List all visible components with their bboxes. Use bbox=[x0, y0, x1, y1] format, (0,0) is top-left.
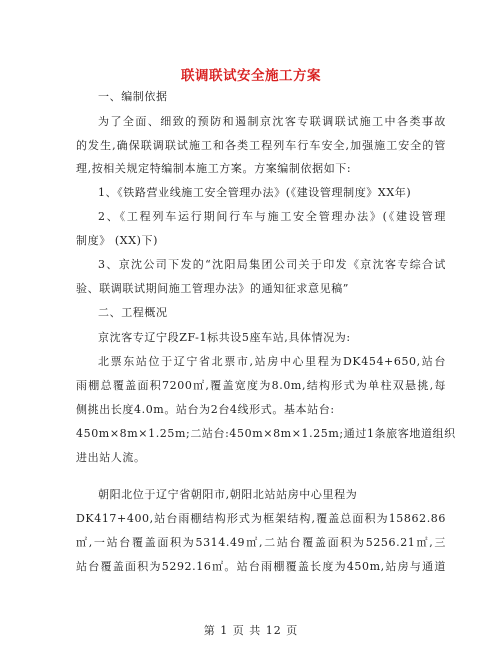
paragraph-line: 为了全面、细致的预防和遏制京沈客专联调联试施工中各类事故 bbox=[98, 115, 446, 128]
paragraph-line: 北票东站位于辽宁省北票市,站房中心里程为DK454+650,站台 bbox=[98, 355, 446, 368]
paragraph-line: 的发生,确保联调联试施工和各类工程列车行车安全,加强施工安全的管 bbox=[76, 139, 446, 152]
section-heading-1: 一、编制依据 bbox=[98, 90, 168, 103]
paragraph-line: 京沈客专辽宁段ZF-1标共设5座车站,具体情况为: bbox=[98, 331, 351, 344]
paragraph-line: 雨棚总覆盖面积7200㎡,覆盖宽度为8.0m,结构形式为单柱双悬挑,每 bbox=[76, 379, 446, 392]
paragraph-line: ㎡,一站台覆盖面积为5314.49㎡,二站台覆盖面积为5256.21㎡,三 bbox=[76, 536, 446, 549]
paragraph-line: 朝阳北位于辽宁省朝阳市,朝阳北站站房中心里程为 bbox=[98, 488, 358, 501]
paragraph-line: 站台覆盖面积为5292.16㎡。站台雨棚覆盖长度为450m,站房与通道 bbox=[76, 560, 446, 573]
paragraph-line: 理,按相关规定特编制本施工方案。方案编制依据如下: bbox=[76, 162, 352, 175]
paragraph-line: DK417+400,站台雨棚结构形式为框架结构,覆盖总面积为15862.86 bbox=[76, 512, 446, 525]
paragraph-line: 进出站人流。 bbox=[76, 451, 146, 464]
document-title: 联调联试安全施工方案 bbox=[181, 68, 321, 84]
list-item-continuation: 验、联调联试期间施工管理办法》的通知征求意见稿” bbox=[76, 282, 350, 295]
list-item: 1、《铁路营业线施工安全管理办法》(《建设管理制度》XX年) bbox=[98, 186, 412, 199]
section-heading-2: 二、工程概况 bbox=[98, 306, 168, 319]
list-item: 3、京沈公司下发的“沈阳局集团公司关于印发《京沈客专综合试 bbox=[98, 258, 446, 271]
list-item-continuation: 制度》 (XX)下) bbox=[76, 234, 159, 247]
paragraph-line: 侧挑出长度4.0m。站台为2台4线形式。基本站台: bbox=[76, 403, 335, 416]
paragraph-line: 450m×8m×1.25m;二站台:450m×8m×1.25m;通过1条旅客地道组织 bbox=[76, 427, 456, 440]
page-footer: 第 1 页 共 12 页 bbox=[203, 624, 299, 637]
list-item: 2、《工程列车运行期间行车与施工安全管理办法》(《建设管理 bbox=[98, 210, 446, 223]
